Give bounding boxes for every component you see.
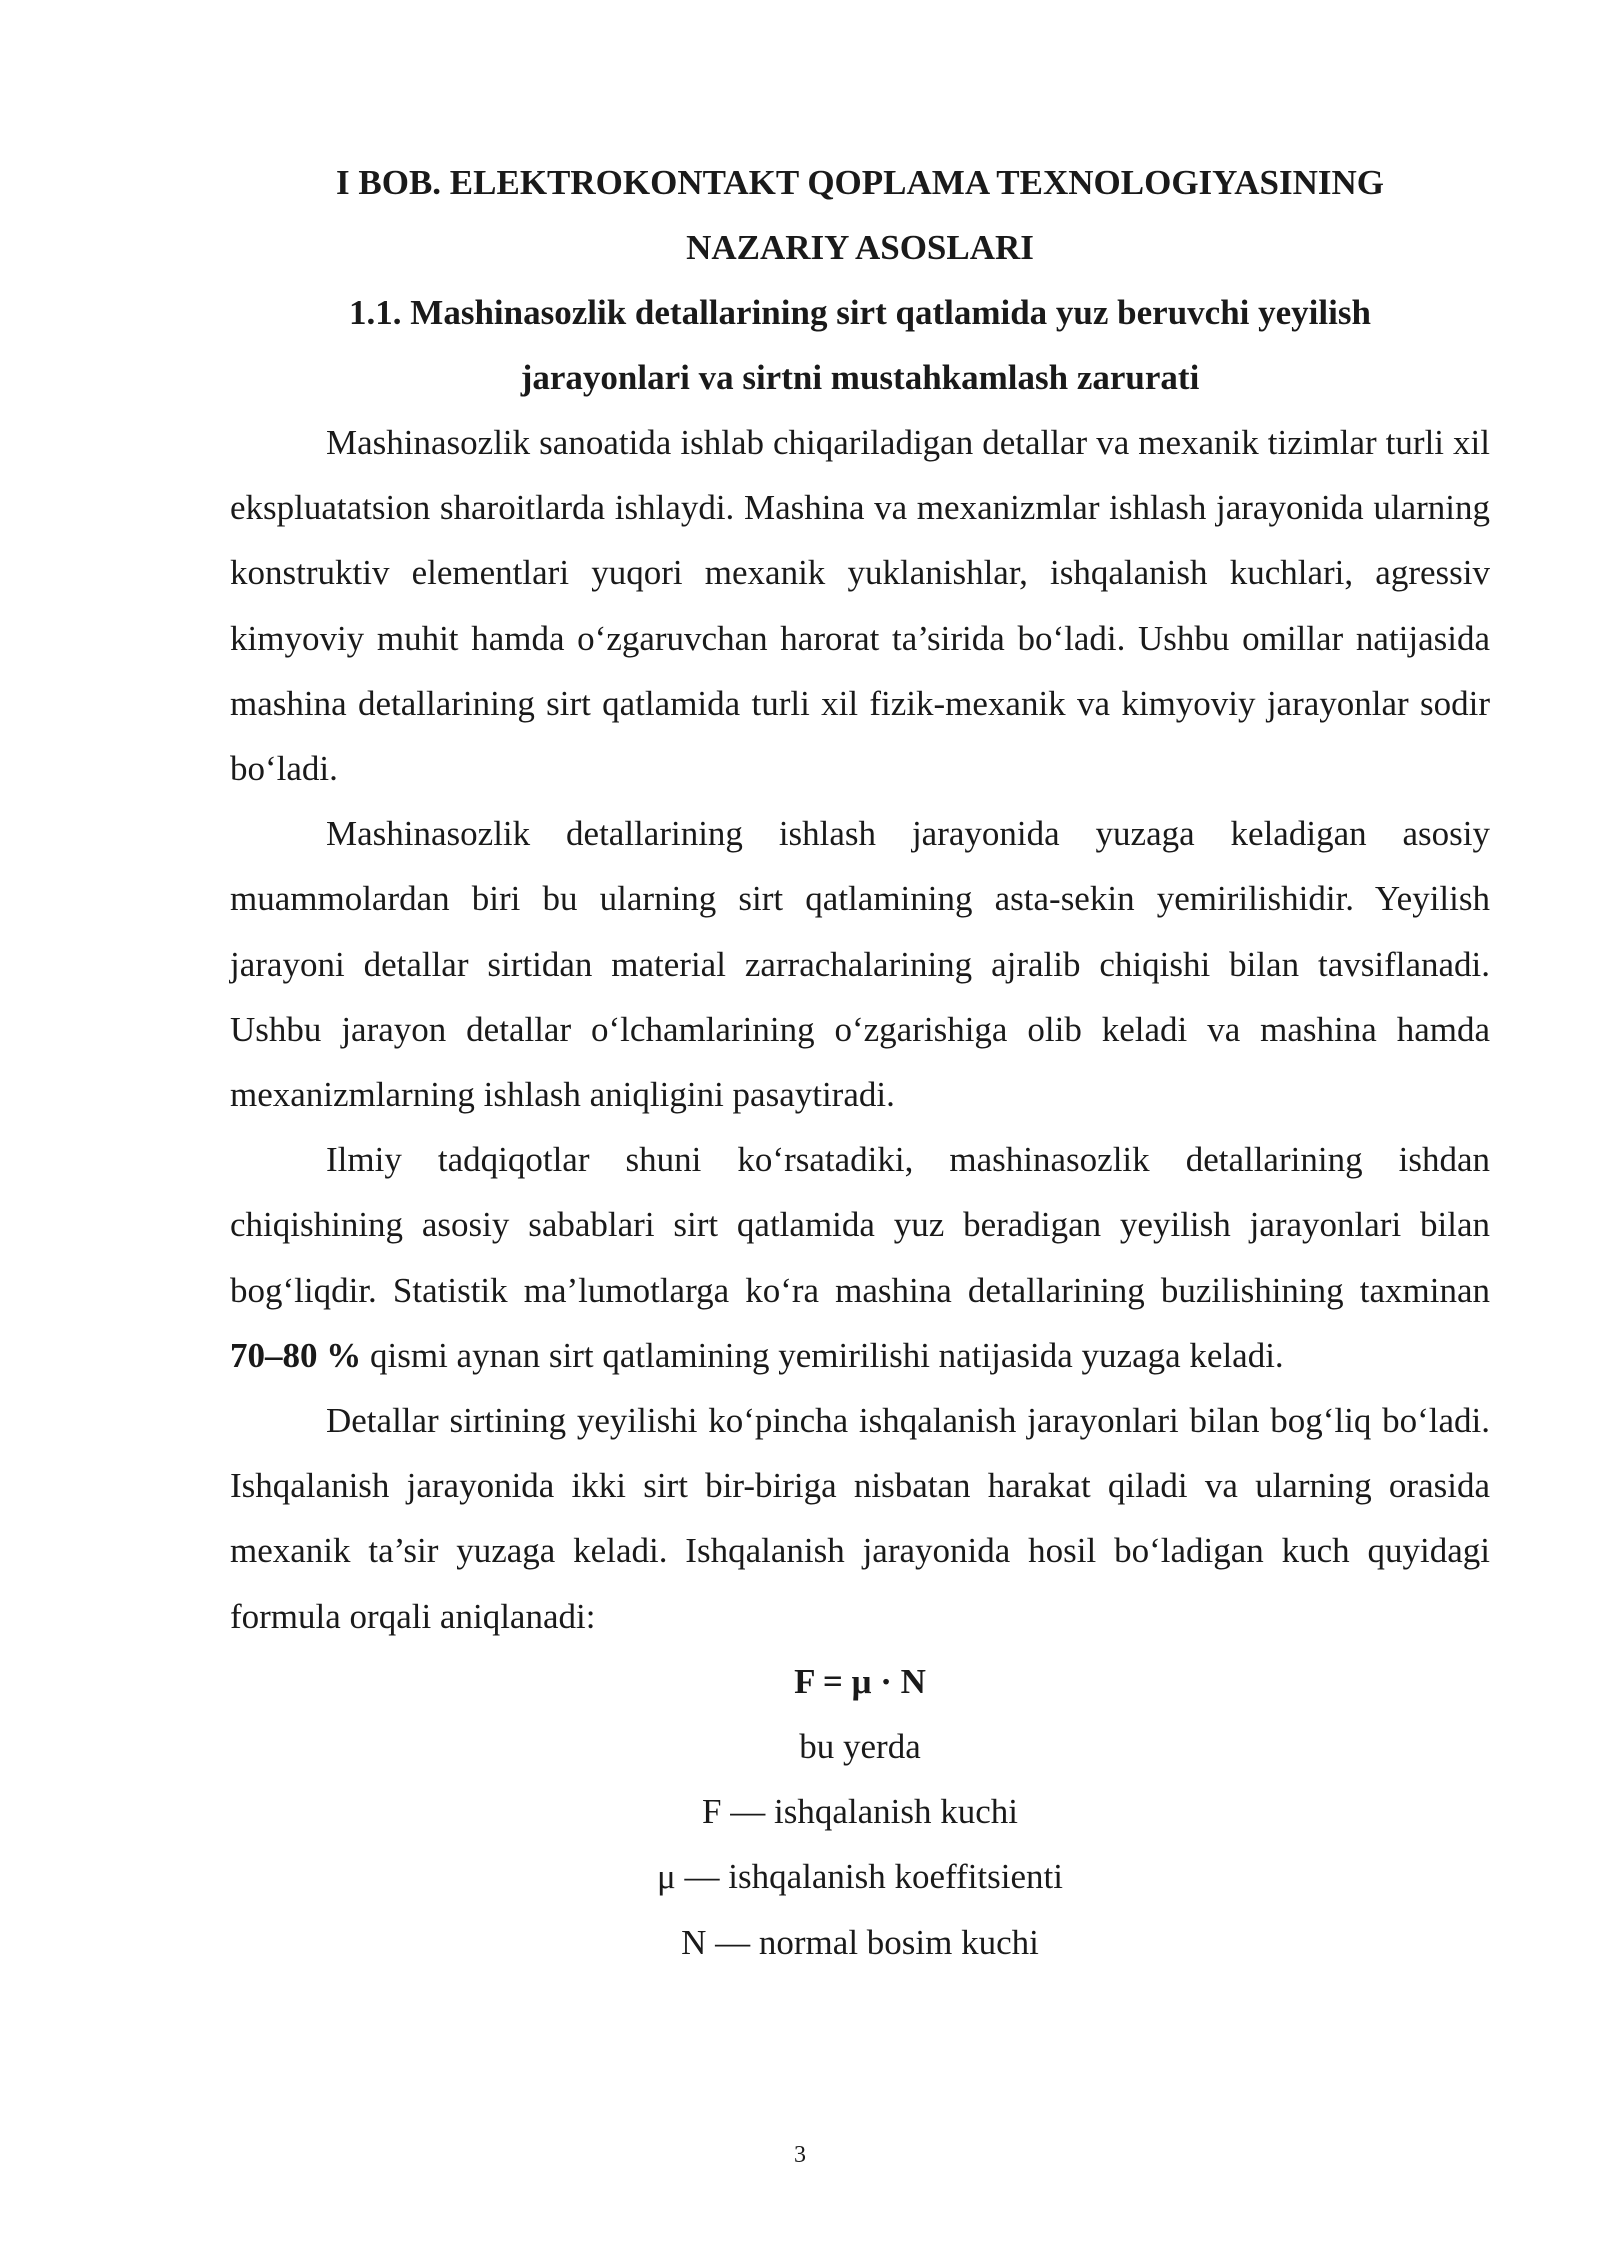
- paragraph-3-text-after: qismi aynan sirt qatlamining yemirilishi natijasida yuzaga keladi.: [361, 1335, 1284, 1375]
- paragraph-1: Mashinasozlik sanoatida ishlab chiqariladigan detallar va mexanik tizimlar turli xil ekspluatatsion sharoitlarda ishlaydi. Mashina va mexanizmlar ishlash jarayonida ularning konstruktiv elementlari yuqori mexanik yuklanishlar, ishqalanish kuchlari, agressiv kimyoviy muhit hamda o‘zgaruvchan harorat ta’sirida bo‘ladi. Ushbu omillar natijasida mashina detallarining sirt qatlamida turli xil fizik-mexanik va kimyoviy jarayonlar sodir bo‘ladi.: [230, 423, 1490, 789]
- chapter-title-line-1: I BOB. ELEKTROKONTAKT QOPLAMA TEXNOLOGIYASINING: [336, 163, 1384, 202]
- paragraph-4: Detallar sirtining yeyilishi ko‘pincha ishqalanish jarayonlari bilan bog‘liq bo‘ladi. Ishqalanish jarayonida ikki sirt bir-biriga nisbatan harakat qiladi va ularning orasida mexanik ta’sir yuzaga keladi. Ishqalanish jarayonida hosil bo‘ladigan kuch quyidagi formula orqali aniqlanadi:: [230, 1401, 1490, 1636]
- paragraph-2: Mashinasozlik detallarining ishlash jarayonida yuzaga keladigan asosiy muammolardan biri bu ularning sirt qatlamining asta-sekin yemirilishidir. Yeyilish jarayoni detallar sirtidan material zarrachalarining ajralib chiqishi bilan tavsiflanadi. Ushbu jarayon detallar o‘lchamlarining o‘zgarishiga olib keladi va mashina hamda mexanizmlarning ishlash aniqligini pasaytiradi.: [230, 814, 1490, 1115]
- paragraph-3: [230, 1127, 1490, 1388]
- section-title-line-2: jarayonlari va sirtni mustahkamlash zarurati: [520, 358, 1200, 397]
- statistic-highlight: 70–80 %: [230, 1335, 362, 1375]
- section-title-line-1: 1.1. Mashinasozlik detallarining sirt qatlamida yuz beruvchi yeyilish: [349, 293, 1371, 332]
- formula-definition-mu: μ — ishqalanish koeffitsienti: [657, 1857, 1063, 1897]
- paragraph-3-text-before: Ilmiy tadqiqotlar shuni ko‘rsatadiki, mashinasozlik detallarining ishdan chiqishining asosiy sabablari sirt qatlamida yuz beradigan yeyilish jarayonlari bilan bog‘liqdir. Statistik ma’lumotlarga ko‘ra mashina detallarining buzilishining taxminan: [230, 1140, 1490, 1310]
- page-number: 3: [794, 2142, 806, 2168]
- friction-formula: F = μ · N: [794, 1661, 926, 1701]
- document-page: [230, 150, 1490, 1975]
- formula-intro: bu yerda: [799, 1727, 921, 1767]
- formula-definition-f: F — ishqalanish kuchi: [702, 1792, 1018, 1832]
- chapter-title-line-2: NAZARIY ASOSLARI: [686, 228, 1034, 267]
- formula-definition-n: N — normal bosim kuchi: [681, 1922, 1039, 1962]
